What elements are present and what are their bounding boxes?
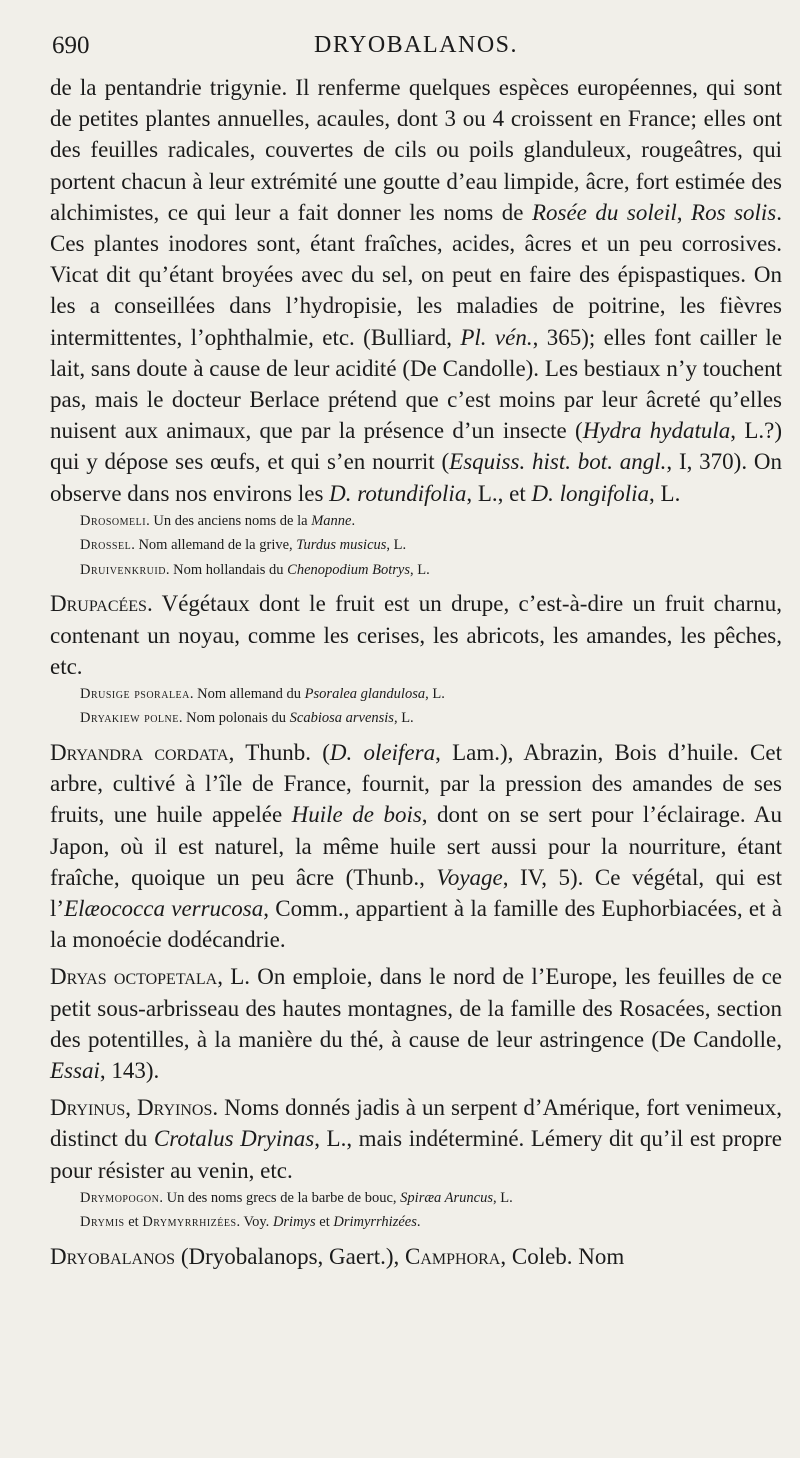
entry-drusige-psoralea	[50, 682, 782, 707]
entry-druivenkruid	[50, 558, 782, 583]
italic-term: Hydra hydatula	[582, 418, 731, 444]
entry-text: .	[351, 512, 356, 529]
headword: Dryakiew polne	[80, 710, 179, 727]
entry-text: .	[416, 1214, 421, 1231]
entry-text: , I, 370). On observe dans nos environs les	[50, 449, 783, 506]
entry-text: , L., mais indéterminé. Lémery dit qu’il est propre pour résister au venin, etc.	[50, 1126, 782, 1183]
entry-text: et	[315, 1214, 334, 1231]
entry-text: , dont on se sert pour l’éclairage. Au Japon, où il est naturel, la même huile sert aussi pour la nourriture, étant fraîche, quoique un peu âcre (Thunb.,	[50, 802, 782, 890]
entry-text: et	[124, 1214, 143, 1231]
page-header	[50, 28, 782, 68]
entry-text: . Nom allemand du	[189, 685, 305, 702]
italic-term: Rosée du soleil	[531, 199, 677, 225]
entry-text: . Végétaux dont le fruit est un drupe, c’est-à-dire un fruit charnu, contenant un noyau, comme les cerises, les abricots, les amandes, les pêches, etc.	[50, 591, 782, 679]
italic-term: Pl. vén.	[460, 324, 533, 350]
entry-dryobalanos	[50, 1241, 782, 1272]
entry-text: . Nom hollandais du	[165, 561, 288, 578]
page-number: 690	[52, 32, 90, 59]
italic-term: Essai	[50, 1057, 100, 1083]
headword: Drymyrrhizées	[142, 1214, 237, 1231]
running-head: DRYOBALANOS.	[313, 32, 519, 58]
headword: Dryandra cordata	[50, 739, 229, 765]
italic-term: Huile de bois	[291, 802, 422, 828]
entry-text: , Coleb. Nom	[500, 1243, 625, 1269]
headword: Druivenkruid	[80, 561, 166, 578]
entry-text: . Un des anciens noms de la	[146, 512, 312, 529]
entry-text: , Lam.), Abrazin, Bois d’huile. Cet arbre, cultivé à l’île de France, fournit, par la pression des amandes de ses fruits, une huile appelée	[50, 739, 782, 828]
entry-text: ,	[676, 199, 692, 225]
italic-term: Esquiss. hist. bot. angl.	[449, 449, 667, 475]
italic-term: D. oleifera	[329, 739, 436, 765]
headword: Drupacées	[50, 591, 147, 617]
entry-text: . Ces plantes inodores sont, étant fraîches, acides, âcres et un peu corrosives. Vicat dit qu’étant broyées avec du sel, on peut en faire des épispastiques. On les a conseillées dans l’hydropisie, les maladies de poitrine, les fièvres intermittentes, l’ophthalmie, etc. (Bulliard,	[50, 199, 782, 350]
entry-text: , 143).	[99, 1057, 160, 1083]
entry-drossel	[50, 533, 782, 558]
italic-term: Chenopodium Botrys	[287, 561, 410, 578]
entry-drosomeli	[50, 509, 782, 534]
headword: Dryinus, Dryinos	[50, 1095, 213, 1121]
headword: Drusige psoralea	[80, 685, 190, 702]
italic-term: Ros solis	[691, 199, 777, 225]
entry-text: , L.	[649, 480, 681, 506]
entry-text: , L.	[393, 710, 414, 727]
entry-drosera-cont	[50, 72, 782, 509]
italic-term: D. rotundifolia	[329, 480, 467, 506]
italic-term: Crotalus Dryinas	[153, 1126, 315, 1152]
entry-text: , Thunb. (	[228, 739, 330, 765]
entry-text: . Noms donnés jadis à un serpent d’Amérique, fort venimeux, distinct du	[50, 1095, 782, 1152]
dictionary-entries	[50, 72, 782, 1272]
italic-term: Elæococca verrucosa	[64, 895, 264, 921]
headword: Dryobalanos	[50, 1243, 176, 1269]
italic-term: Voyage	[436, 864, 503, 890]
italic-term: Drimyrrhizées	[333, 1214, 417, 1231]
entry-text: , L. On emploie, dans le nord de l’Europe, les feuilles de ce petit sous-arbrisseau des hautes montagnes, de la famille des Rosacées, section des potentilles, à la manière du thé, à cause de leur astringence (De Candolle,	[50, 964, 782, 1052]
headword: Camphora	[405, 1243, 501, 1269]
entry-drymopogon	[50, 1186, 782, 1211]
entry-dryas	[50, 961, 782, 1086]
entry-text: de la pentandrie trigynie. Il renferme quelques espèces européennes, qui sont de petites plantes annuelles, acaules, dont 3 ou 4 croissent en France; elles ont des feuilles radicales, couvertes de cils ou poils glanduleux, rougeâtres, qui portent chacun à leur extrémité une goutte d’eau limpide, âcre, fort estimée des alchimistes, ce qui leur a fait donner les noms de	[50, 75, 782, 225]
entry-text: . Voy.	[236, 1214, 273, 1231]
entry-dryakiew-polne	[50, 706, 782, 731]
entry-text: . Nom allemand de la grive,	[131, 537, 297, 554]
entry-text: , Comm., appartient à la famille des Euphorbiacées, et à la monoécie dodécandrie.	[50, 895, 782, 953]
italic-term: D. longifolia	[531, 480, 650, 506]
entry-text: . Un des noms grecs de la barbe de bouc,	[159, 1189, 401, 1206]
entry-text: , IV, 5). Ce végétal, qui est l’	[50, 864, 783, 921]
headword: Drossel	[80, 537, 132, 554]
headword: Drosomeli	[80, 512, 147, 529]
italic-term: Drimys	[272, 1214, 316, 1231]
italic-term: Turdus musicus	[296, 537, 387, 554]
entry-text: (Dryobalanops, Gaert.),	[175, 1243, 405, 1269]
entry-drupacees	[50, 588, 782, 682]
entry-text: , L.	[410, 561, 430, 578]
italic-term: Manne	[311, 512, 352, 529]
headword: Drymopogon	[80, 1189, 160, 1206]
headword: Drymis	[80, 1214, 125, 1231]
entry-dryinus	[50, 1092, 782, 1186]
headword: Dryas octopetala	[50, 964, 218, 990]
italic-term: Scabiosa arvensis	[289, 710, 394, 727]
entry-text: , L.	[425, 685, 445, 702]
italic-term: Spiræa Aruncus	[400, 1189, 493, 1206]
entry-drymis	[50, 1210, 782, 1235]
italic-term: Psoralea glandulosa	[304, 685, 426, 702]
entry-text: , 365); elles font cailler le lait, sans doute à cause de leur acidité (De Candolle). Les bestiaux n’y touchent pas, mais le docteur Berlace prétend que c’est moins par leur âcreté qu’elles nuisent aux animaux, que par la présence d’un insecte (	[50, 324, 782, 444]
entry-dryandra	[50, 737, 782, 955]
entry-text: , L.	[492, 1189, 513, 1206]
entry-text: , L.?) qui y dépose ses œufs, et qui s’en nourrit (	[50, 418, 783, 475]
entry-text: . Nom polonais du	[178, 710, 290, 727]
entry-text: , L., et	[466, 480, 532, 506]
entry-text: , L.	[386, 537, 407, 554]
